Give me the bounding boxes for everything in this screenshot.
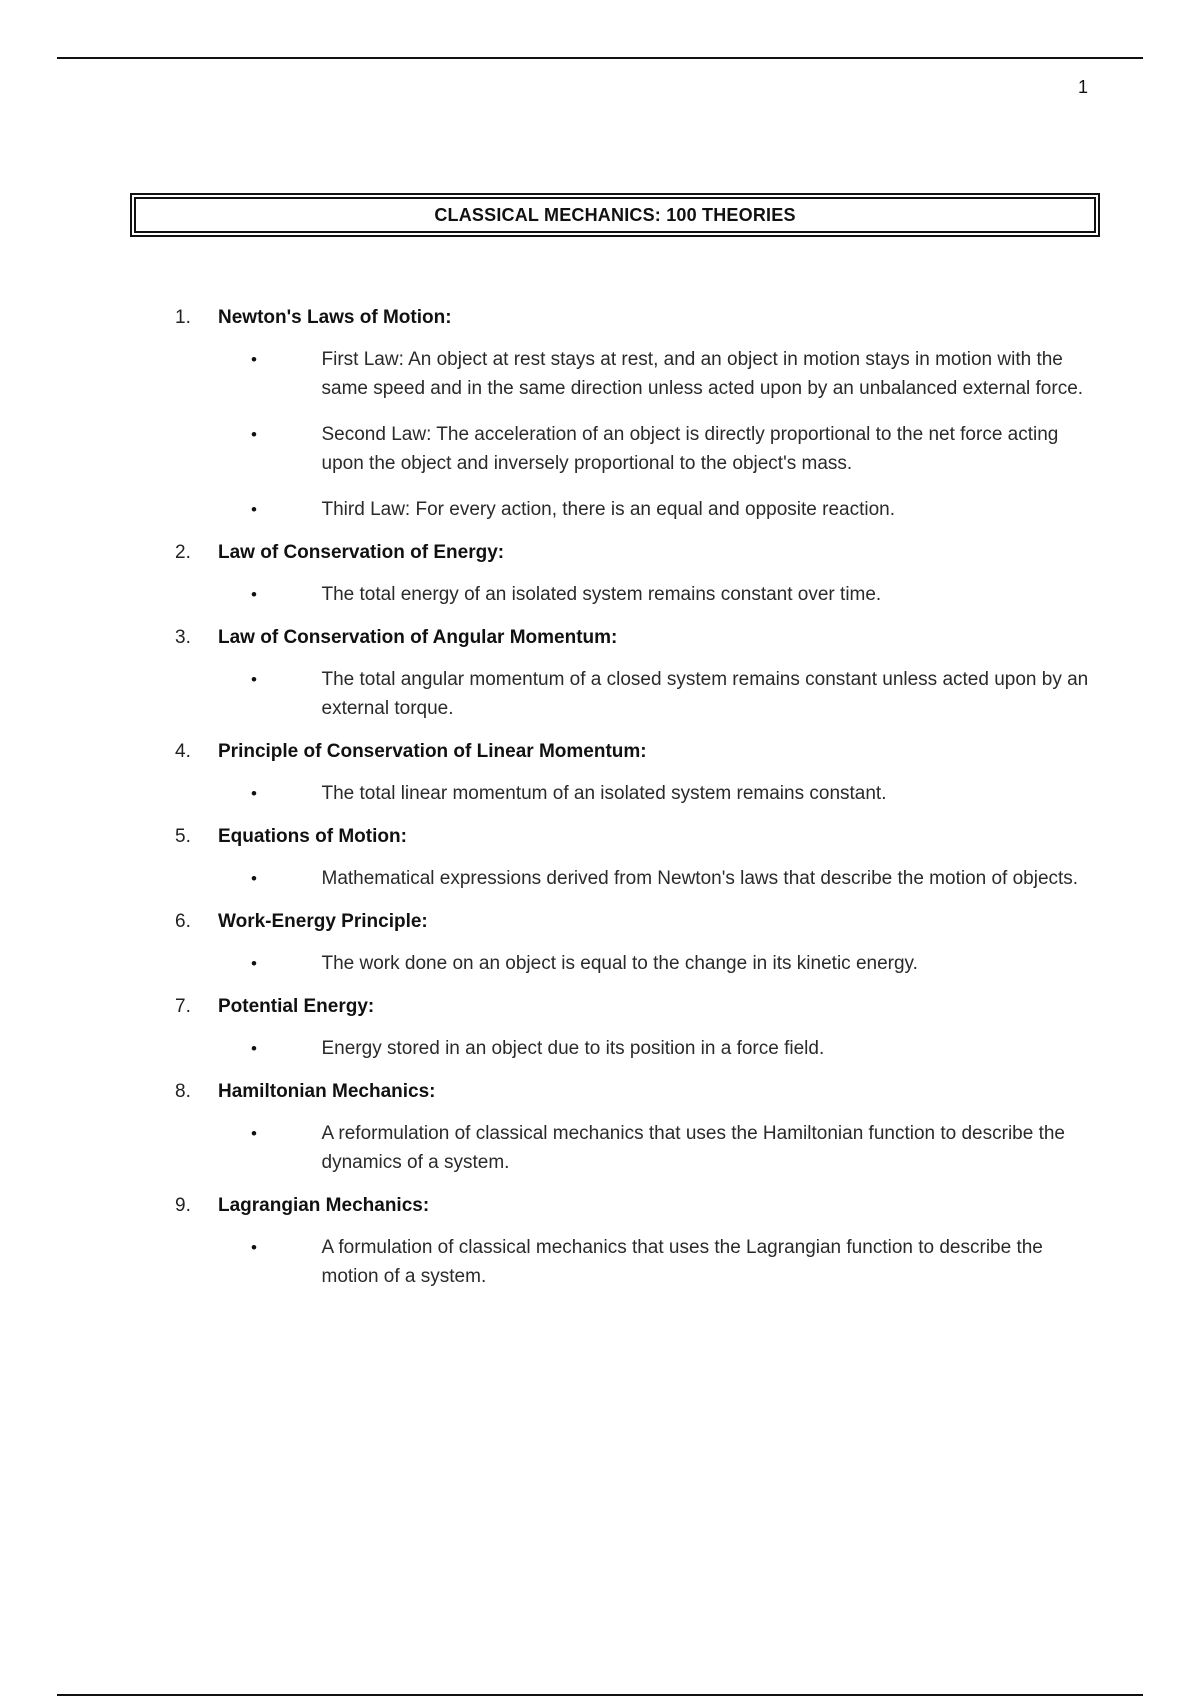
theory-heading (175, 994, 1095, 1020)
theory-title: Lagrangian Mechanics: (218, 1195, 430, 1216)
bullet-icon: • (251, 425, 257, 444)
theory-number: 3. (175, 627, 191, 648)
bullet-icon: • (251, 1238, 257, 1257)
theory-title: Newton's Laws of Motion: (218, 307, 452, 328)
theory-point (175, 949, 1095, 978)
theory-item (175, 909, 1095, 978)
theory-points (175, 1233, 1095, 1291)
theory-list (175, 305, 1095, 1307)
theory-number: 1. (175, 307, 191, 328)
theory-heading (175, 1079, 1095, 1105)
theory-points (175, 580, 1095, 609)
theory-heading (175, 305, 1095, 331)
theory-item (175, 824, 1095, 893)
bullet-icon: • (251, 1039, 257, 1058)
theory-number: 4. (175, 741, 191, 762)
theory-point-text: The total angular momentum of a closed system remains constant unless acted upon by an external torque. (321, 669, 1089, 719)
theory-title: Hamiltonian Mechanics: (218, 1081, 436, 1102)
theory-heading (175, 824, 1095, 850)
theory-point (175, 495, 1095, 524)
theory-item (175, 625, 1095, 723)
theory-points (175, 665, 1095, 723)
theory-title: Equations of Motion: (218, 826, 407, 847)
document-title: CLASSICAL MECHANICS: 100 THEORIES (434, 204, 796, 225)
theory-number: 9. (175, 1195, 191, 1216)
theory-point-text: A reformulation of classical mechanics that uses the Hamiltonian function to describe the dynamics of a system. (321, 1123, 1065, 1173)
theory-point (175, 665, 1095, 723)
theory-point-text: A formulation of classical mechanics that uses the Lagrangian function to describe the motion of a system. (321, 1237, 1043, 1287)
theory-item (175, 1193, 1095, 1291)
theory-point (175, 1119, 1095, 1177)
theory-points (175, 1034, 1095, 1063)
bullet-icon: • (251, 585, 257, 604)
theory-point-text: First Law: An object at rest stays at rest, and an object in motion stays in motion with the same speed and in the same direction unless acted upon by an unbalanced external force. (321, 349, 1084, 399)
theory-point (175, 1034, 1095, 1063)
bullet-icon: • (251, 500, 257, 519)
theory-point (175, 864, 1095, 893)
theory-points (175, 864, 1095, 893)
theory-heading (175, 625, 1095, 651)
theory-number: 7. (175, 996, 191, 1017)
theory-point-text: Third Law: For every action, there is an equal and opposite reaction. (321, 499, 895, 520)
bullet-icon: • (251, 670, 257, 689)
bullet-icon: • (251, 869, 257, 888)
theory-point-text: Energy stored in an object due to its position in a force field. (321, 1038, 825, 1059)
theory-heading (175, 739, 1095, 765)
theory-title: Potential Energy: (218, 996, 375, 1017)
theory-point (175, 345, 1095, 403)
theory-item (175, 540, 1095, 609)
theory-point-text: Second Law: The acceleration of an object is directly proportional to the net force acting upon the object and inversely proportional to the object's mass. (321, 424, 1059, 474)
footer-rule (57, 1694, 1143, 1696)
theory-points (175, 345, 1095, 524)
title-box (130, 193, 1100, 237)
bullet-icon: • (251, 1124, 257, 1143)
theory-number: 6. (175, 911, 191, 932)
theory-heading (175, 909, 1095, 935)
theory-title: Law of Conservation of Energy: (218, 542, 505, 563)
theory-points (175, 949, 1095, 978)
theory-points (175, 779, 1095, 808)
theory-point-text: Mathematical expressions derived from Newton's laws that describe the motion of objects. (321, 868, 1079, 889)
bullet-icon: • (251, 784, 257, 803)
theory-point-text: The work done on an object is equal to the change in its kinetic energy. (321, 953, 918, 974)
theory-point-text: The total energy of an isolated system remains constant over time. (321, 584, 882, 605)
theory-heading (175, 540, 1095, 566)
theory-title: Law of Conservation of Angular Momentum: (218, 627, 618, 648)
header-rule (57, 57, 1143, 59)
theory-title: Principle of Conservation of Linear Momentum: (218, 741, 647, 762)
theory-point (175, 420, 1095, 478)
theory-point-text: The total linear momentum of an isolated system remains constant. (321, 783, 887, 804)
theory-number: 8. (175, 1081, 191, 1102)
theory-point (175, 1233, 1095, 1291)
theory-title: Work-Energy Principle: (218, 911, 428, 932)
theory-number: 5. (175, 826, 191, 847)
theory-item (175, 739, 1095, 808)
theory-item (175, 994, 1095, 1063)
theory-point (175, 580, 1095, 609)
theory-item (175, 305, 1095, 524)
theory-number: 2. (175, 542, 191, 563)
theory-points (175, 1119, 1095, 1177)
page-number: 1 (1077, 77, 1088, 97)
bullet-icon: • (251, 954, 257, 973)
bullet-icon: • (251, 350, 257, 369)
theory-point (175, 779, 1095, 808)
theory-heading (175, 1193, 1095, 1219)
theory-item (175, 1079, 1095, 1177)
